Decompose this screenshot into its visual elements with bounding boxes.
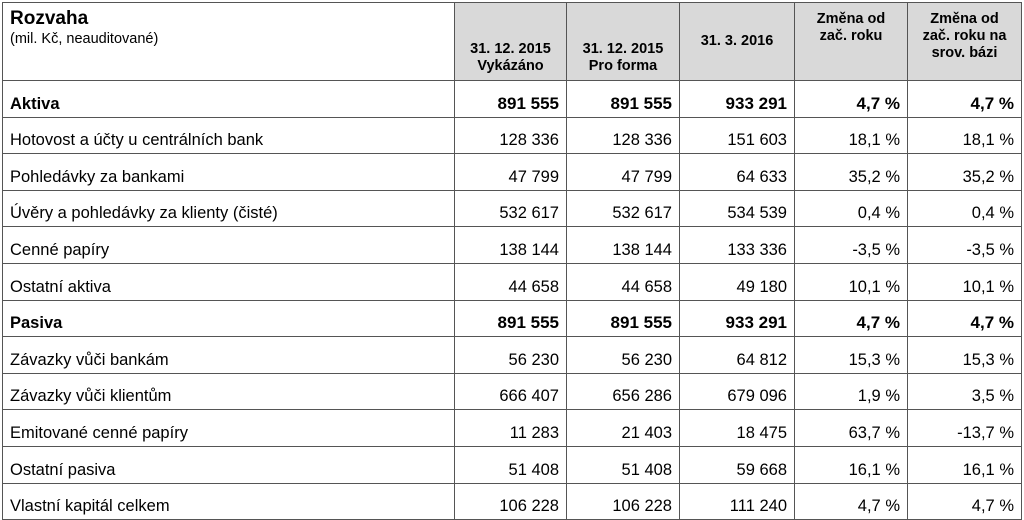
table-row — [3, 337, 1022, 374]
change-comparable: 18,1 % — [908, 117, 1022, 154]
row-label: Hotovost a účty u centrálních bank — [3, 117, 455, 154]
row-label: Pasiva — [3, 300, 455, 337]
row-label: Cenné papíry — [3, 227, 455, 264]
change-ytd: -3,5 % — [795, 227, 908, 264]
value-2015-pro-forma: 128 336 — [567, 117, 680, 154]
value-2015-reported: 891 555 — [455, 81, 567, 118]
table-subtitle: (mil. Kč, neauditované) — [10, 31, 159, 47]
value-2015-pro-forma: 891 555 — [567, 81, 680, 118]
change-comparable: 35,2 % — [908, 154, 1022, 191]
change-ytd: 35,2 % — [795, 154, 908, 191]
value-2016-q1: 111 240 — [680, 483, 795, 520]
table-row — [3, 483, 1022, 520]
column-header-2016-q1: 31. 3. 2016 — [680, 3, 795, 81]
row-label: Závazky vůči klientům — [3, 373, 455, 410]
change-ytd: 15,3 % — [795, 337, 908, 374]
row-label: Pohledávky za bankami — [3, 154, 455, 191]
value-2015-pro-forma: 106 228 — [567, 483, 680, 520]
value-2016-q1: 534 539 — [680, 190, 795, 227]
change-ytd: 10,1 % — [795, 263, 908, 300]
change-comparable: 3,5 % — [908, 373, 1022, 410]
column-header-change-comparable: Změna od zač. roku na srov. bázi — [908, 3, 1022, 81]
change-ytd: 18,1 % — [795, 117, 908, 154]
row-label: Závazky vůči bankám — [3, 337, 455, 374]
value-2016-q1: 933 291 — [680, 300, 795, 337]
value-2015-reported: 47 799 — [455, 154, 567, 191]
value-2015-reported: 891 555 — [455, 300, 567, 337]
value-2015-reported: 666 407 — [455, 373, 567, 410]
change-ytd: 4,7 % — [795, 300, 908, 337]
table-row — [3, 410, 1022, 447]
value-2015-pro-forma: 138 144 — [567, 227, 680, 264]
row-label: Úvěry a pohledávky za klienty (čisté) — [3, 190, 455, 227]
balance-sheet-table — [2, 2, 1022, 520]
value-2016-q1: 59 668 — [680, 446, 795, 483]
change-comparable: 4,7 % — [908, 300, 1022, 337]
value-2015-pro-forma: 532 617 — [567, 190, 680, 227]
value-2015-pro-forma: 44 658 — [567, 263, 680, 300]
table-row — [3, 117, 1022, 154]
value-2015-pro-forma: 656 286 — [567, 373, 680, 410]
change-comparable: -3,5 % — [908, 227, 1022, 264]
table-header-row — [3, 3, 1022, 81]
value-2015-pro-forma: 47 799 — [567, 154, 680, 191]
change-ytd: 4,7 % — [795, 81, 908, 118]
change-comparable: 0,4 % — [908, 190, 1022, 227]
table-title: Rozvaha — [10, 8, 89, 29]
column-header-2015-reported: 31. 12. 2015 Vykázáno — [455, 3, 567, 81]
change-comparable: 4,7 % — [908, 81, 1022, 118]
table-row — [3, 263, 1022, 300]
row-label: Emitované cenné papíry — [3, 410, 455, 447]
change-comparable: 16,1 % — [908, 446, 1022, 483]
value-2015-reported: 128 336 — [455, 117, 567, 154]
change-comparable: 4,7 % — [908, 483, 1022, 520]
value-2016-q1: 151 603 — [680, 117, 795, 154]
value-2016-q1: 133 336 — [680, 227, 795, 264]
table-row — [3, 154, 1022, 191]
value-2016-q1: 18 475 — [680, 410, 795, 447]
value-2015-reported: 56 230 — [455, 337, 567, 374]
change-ytd: 0,4 % — [795, 190, 908, 227]
value-2015-reported: 44 658 — [455, 263, 567, 300]
table-row — [3, 227, 1022, 264]
row-label: Vlastní kapitál celkem — [3, 483, 455, 520]
change-ytd: 16,1 % — [795, 446, 908, 483]
value-2015-pro-forma: 21 403 — [567, 410, 680, 447]
table-row — [3, 190, 1022, 227]
column-header-change-ytd: Změna od zač. roku — [795, 3, 908, 81]
value-2016-q1: 49 180 — [680, 263, 795, 300]
table-row — [3, 81, 1022, 118]
value-2016-q1: 64 812 — [680, 337, 795, 374]
change-comparable: -13,7 % — [908, 410, 1022, 447]
value-2015-reported: 11 283 — [455, 410, 567, 447]
table-body — [3, 81, 1022, 520]
table-row — [3, 373, 1022, 410]
value-2015-reported: 532 617 — [455, 190, 567, 227]
value-2015-reported: 106 228 — [455, 483, 567, 520]
change-ytd: 1,9 % — [795, 373, 908, 410]
value-2015-reported: 138 144 — [455, 227, 567, 264]
row-label: Aktiva — [3, 81, 455, 118]
table-row — [3, 446, 1022, 483]
title-cell — [3, 3, 455, 81]
change-ytd: 4,7 % — [795, 483, 908, 520]
row-label: Ostatní aktiva — [3, 263, 455, 300]
row-label: Ostatní pasiva — [3, 446, 455, 483]
value-2016-q1: 933 291 — [680, 81, 795, 118]
value-2016-q1: 64 633 — [680, 154, 795, 191]
value-2016-q1: 679 096 — [680, 373, 795, 410]
change-ytd: 63,7 % — [795, 410, 908, 447]
column-header-2015-pro-forma: 31. 12. 2015 Pro forma — [567, 3, 680, 81]
value-2015-reported: 51 408 — [455, 446, 567, 483]
value-2015-pro-forma: 56 230 — [567, 337, 680, 374]
value-2015-pro-forma: 51 408 — [567, 446, 680, 483]
table-row — [3, 300, 1022, 337]
value-2015-pro-forma: 891 555 — [567, 300, 680, 337]
change-comparable: 10,1 % — [908, 263, 1022, 300]
change-comparable: 15,3 % — [908, 337, 1022, 374]
